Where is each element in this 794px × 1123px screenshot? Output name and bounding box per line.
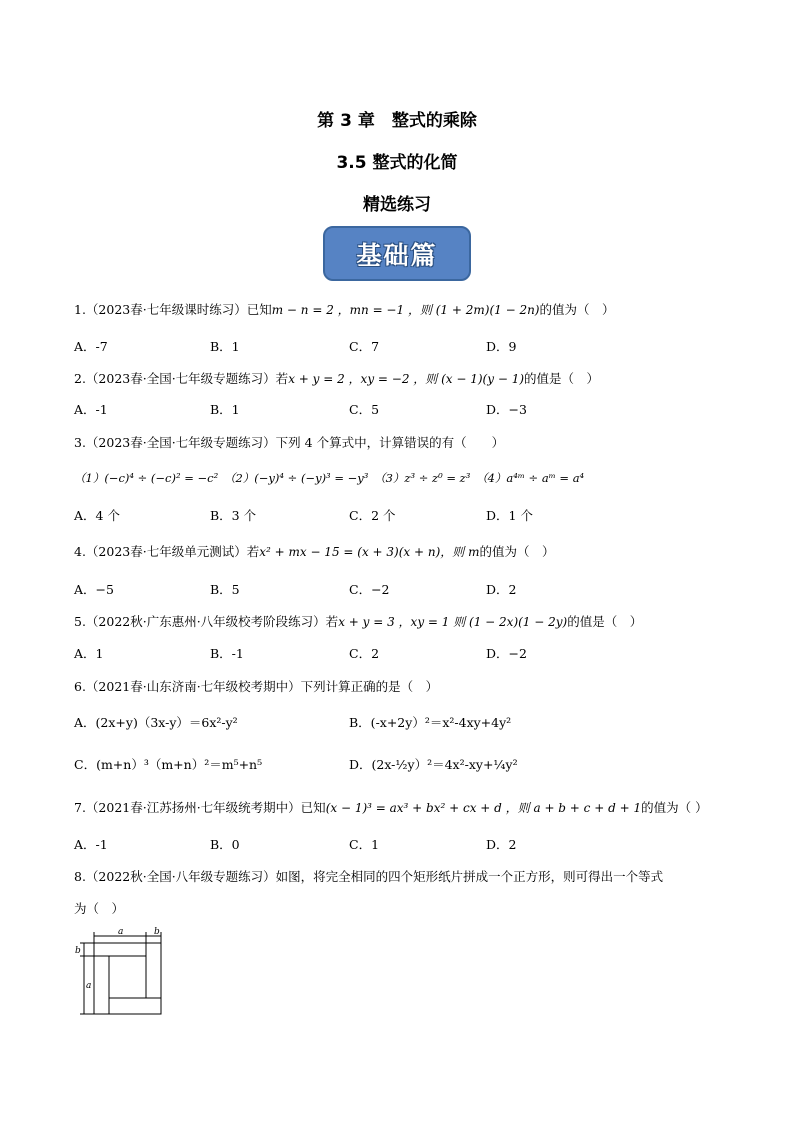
question-math: x² + mx − 15 = (x + 3)(x + n)，则 m bbox=[259, 545, 480, 559]
rect-right bbox=[146, 943, 161, 998]
question-math: (x − 1)³ = ax³ + bx² + cx + d ，则 a + b + c + d + 1 bbox=[325, 801, 642, 815]
page-subtitle: 精选练习 bbox=[363, 195, 431, 215]
level-badge bbox=[323, 226, 471, 281]
option-a[interactable]: A．(2x+y)（3x-y）＝6x²-y² bbox=[74, 715, 238, 730]
chapter-title: 第 3 章 整式的乘除 bbox=[317, 111, 477, 131]
option-b[interactable]: B．0 bbox=[210, 837, 240, 852]
option-d[interactable]: D．(2x-½y）²＝4x²-xy+¼y² bbox=[349, 757, 518, 772]
question-tail: 的值是（ ） bbox=[567, 614, 643, 629]
option-a[interactable]: A．-1 bbox=[74, 402, 108, 417]
rectangles-figure bbox=[74, 926, 170, 1020]
question-tail: 的值是（ ） bbox=[524, 371, 600, 386]
question-3: 3.（2023春·全国·七年级专题练习）下列 4 个算式中，计算错误的有（ ） bbox=[74, 435, 505, 450]
question-2 bbox=[74, 369, 599, 387]
option-c[interactable]: C．2 个 bbox=[349, 508, 396, 523]
question-8-cont: 为（ ） bbox=[74, 901, 125, 916]
option-d[interactable]: D．−2 bbox=[486, 646, 527, 661]
option-a[interactable]: A．1 bbox=[74, 646, 104, 661]
option-c[interactable]: C．−2 bbox=[349, 582, 390, 597]
question-1 bbox=[74, 300, 615, 318]
option-a[interactable]: A．-7 bbox=[74, 339, 108, 354]
option-c[interactable]: C．(m+n）³（m+n）²＝m⁵+n⁵ bbox=[74, 757, 263, 772]
option-b[interactable]: B．3 个 bbox=[210, 508, 257, 523]
question-math: m − n = 2 ，mn = −1 ，则 (1 + 2m)(1 − 2n) bbox=[271, 303, 540, 317]
question-6: 6.（2021春·山东济南·七年级校考期中）下列计算正确的是（ ） bbox=[74, 679, 439, 694]
option-a[interactable]: A．4 个 bbox=[74, 508, 120, 523]
question-stem: 1.（2023春·七年级课时练习）已知 bbox=[74, 302, 272, 317]
question-math: x + y = 3 ，xy = 1 则 (1 − 2x)(1 − 2y) bbox=[338, 615, 568, 629]
option-c[interactable]: C．7 bbox=[349, 339, 380, 354]
option-d[interactable]: D．2 bbox=[486, 582, 517, 597]
label-b-left: b bbox=[75, 946, 81, 956]
option-d[interactable]: D．−3 bbox=[486, 402, 527, 417]
question-math: x + y = 2 ，xy = −2 ，则 (x − 1)(y − 1) bbox=[288, 372, 525, 386]
option-b[interactable]: B．5 bbox=[210, 582, 240, 597]
option-a[interactable]: A．−5 bbox=[74, 582, 114, 597]
question-3-items: （1）(−c)⁴ ÷ (−c)² = −c² （2）(−y)⁴ ÷ (−y)³ = −y³ （3）z³ ÷ z⁰ = z³ （4）a⁴ᵐ ÷ aᵐ = a⁴ bbox=[74, 471, 585, 485]
option-b[interactable]: B．1 bbox=[210, 402, 240, 417]
option-c[interactable]: C．5 bbox=[349, 402, 380, 417]
question-stem: 2.（2023春·全国·七年级专题练习）若 bbox=[74, 371, 289, 386]
rect-bottom bbox=[109, 998, 161, 1014]
label-a-left: a bbox=[86, 981, 92, 991]
option-c[interactable]: C．2 bbox=[349, 646, 380, 661]
rect-left bbox=[94, 956, 109, 1014]
badge-label: 基础篇 bbox=[356, 240, 438, 270]
option-d[interactable]: D．1 个 bbox=[486, 508, 533, 523]
section-title: 3.5 整式的化简 bbox=[336, 153, 458, 173]
option-d[interactable]: D．9 bbox=[486, 339, 517, 354]
question-stem: 5.（2022秋·广东惠州·八年级校考阶段练习）若 bbox=[74, 614, 339, 629]
outer-square bbox=[94, 943, 161, 1014]
question-stem: 4.（2023春·七年级单元测试）若 bbox=[74, 544, 260, 559]
option-b[interactable]: B．(-x+2y）²＝x²-4xy+4y² bbox=[349, 715, 512, 730]
question-tail: 的值为（ ） bbox=[539, 302, 615, 317]
label-b-top: b bbox=[154, 927, 160, 937]
label-a-top: a bbox=[118, 927, 124, 937]
question-tail: 的值为（ ） bbox=[641, 800, 708, 815]
option-b[interactable]: B．-1 bbox=[210, 646, 244, 661]
option-d[interactable]: D．2 bbox=[486, 837, 517, 852]
question-7 bbox=[74, 798, 708, 816]
question-8: 8.（2022秋·全国·八年级专题练习）如图，将完全相同的四个矩形纸片拼成一个正方形，则可得出一个等式 bbox=[74, 869, 664, 884]
question-tail: 的值为（ ） bbox=[479, 544, 555, 559]
question-5 bbox=[74, 612, 642, 630]
option-a[interactable]: A．-1 bbox=[74, 837, 108, 852]
question-stem: 7.（2021春·江苏扬州·七年级统考期中）已知 bbox=[74, 800, 326, 815]
question-4 bbox=[74, 542, 554, 560]
option-b[interactable]: B．1 bbox=[210, 339, 240, 354]
option-c[interactable]: C．1 bbox=[349, 837, 380, 852]
rect-top bbox=[94, 943, 146, 956]
